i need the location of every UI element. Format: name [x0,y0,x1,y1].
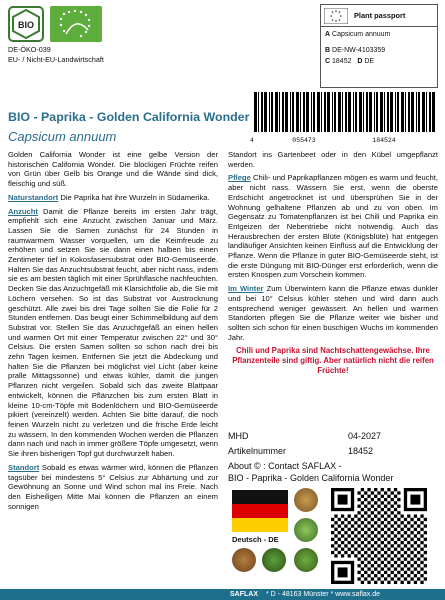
product-latin-name: Capsicum annuum [8,129,117,144]
standort-continued: Standort ins Gartenbeet oder in den Kübel umgepflanzt werden. [228,150,438,169]
seeds-thumbnail [294,488,318,512]
barcode-group-right: 184524 [372,137,396,144]
passport-b-label: B [325,46,331,54]
artnr-row [228,445,438,457]
product-info-block [228,430,438,484]
passport-line-cd [325,57,433,67]
footer-address[interactable]: * D - 48163 Münster * www.saflax.de [266,591,380,598]
passport-b-value: DE-NW-4103359 [332,46,386,54]
intro-paragraph: Golden California Wonder ist eine gelbe Version der historischen California Wonder. Die blockigen Früchte reifen von Grün über Gelb bis Orange und die Wände sind dick, fleischig und süß. [8,150,218,189]
standort-text: Sobald es etwas wärmer wird, können die Pflanzen tagsüber bei mindestens 5° Celsius zur Abhärtung und zur Gewöhnung an Sonne und Wind schon mal ins Freie. Nach den Eisheiligen Mitte Mai können die Pflanzen an einem sonnigen [8,462,218,511]
left-text-column [8,150,218,586]
winter-heading: Im Winter [228,284,264,294]
naturstandort-paragraph [8,193,218,203]
barcode-bars [250,92,438,132]
naturstandort-heading: Naturstandort [8,192,59,202]
artnr-label: Artikelnummer [228,446,287,456]
footer-bar [0,589,445,600]
winter-text: Zum Überwintern kann die Pflanze etwas dunkler und bei 10° Celsius kühler stehen und wird dann auch entsprechend weniger gewässert. An hellen und warmen Standorten pflegen Sie die Pflanze weiter wie bisher und sollten sich schon für einen buschigen Wuchs im kommenden Jahr. [228,284,438,342]
product-title: BIO - Paprika - Golden California Wonder [8,110,250,124]
mhd-label: MHD [228,431,249,441]
pflege-heading: Pflege [228,173,251,183]
anzucht-heading: Anzucht [8,206,38,216]
german-flag [232,490,288,532]
barcode-group-left: 055473 [292,137,316,144]
footer-brand: SAFLAX [230,591,258,598]
potted-plant-thumbnail [232,548,256,572]
standort-paragraph [8,463,218,512]
young-plant-thumbnail [294,548,318,572]
svg-text:BIO: BIO [17,20,35,30]
passport-a-label: A [325,31,331,38]
mhd-row [228,430,438,442]
qr-code[interactable] [324,488,434,584]
mhd-value: 04-2027 [348,431,382,441]
ean-barcode [250,92,438,146]
eu-organic-leaf-logo [50,6,102,42]
qr-code-icon [331,488,427,584]
passport-line-b [325,46,433,56]
language-label: Deutsch - DE [232,535,279,544]
barcode-digit-first: 4 [250,137,254,144]
standort-heading: Standort [8,462,40,472]
eu-flag-icon [324,8,348,24]
passport-c-value: 18452 [332,58,352,65]
winter-paragraph [228,284,438,342]
about-product: BIO - Paprika - Golden California Wonder [228,473,394,483]
about-line: About © : Contact SAFLAX - [228,461,342,471]
anzucht-text: Damit die Pflanze bereits im ersten Jahr trägt, empfiehlt sich eine Anzucht zwischen Januar und März. Lassen Sie die Samen zunächst für 24 Stunden in raumwarmem Wasser vorquellen, um die Keimfreude zu erhöhen und setzen Sie sie dann einen halben bis einen Zentimeter tief in Kokosfasersubstrat oder BIO-Gemüseerde. Halten Sie das Anzuchtsubstrat feucht, aber nicht nass, indem sie es am besten täglich mit einer Sprühflasche nachfeuchten. Decken Sie das Anzuchtgefäß mit Klarsichtfolie ab, die Sie mit Löchern versehen. So ist das Substrat vor Austrocknung geschützt. Alle zwei bis drei Tage sollten Sie die Folie für 2 Stunden entfernen. Das beugt einer Schimmelbildung auf dem Substrat vor. Stellen Sie das Anzuchtgefäß an einen hellen und warmen Ort mit einer Temperatur zwischen 22° und 30° Celsius. Die ersten Samen sollten so schon nach drei bis zehn Tagen keimen. Entfernen Sie jetzt die Abdeckung und halten Sie die Pflanzen bei möglichst viel Licht (aber keine pralle Mittagssonne) und etwas kühler, damit die jungen Pflanzen nicht vergeilen. Sobald sich das zweite Blattpaar entwickelt, können die Pflänzchen bis zum ersten Blatt in kleine 10-cm-Töpfe mit Bodenlöchern und BIO-Gemüseerde pikiert (vereinzelt) werden. Achten Sie bitte darauf, die noch feinen Wurzeln nicht zu verletzen und die frische Erde leicht zu wässern. In den kommenden Wochen werden die Pflanzen dann nach und nach in immer größere Töpfe umgesetzt, wenn Sie ihren bisherigen Topf gut durchwurzelt haben. [8,206,218,459]
german-flag-icon [232,490,288,532]
right-text-column [228,150,438,388]
toxicity-warning: Chili und Paprika sind Nachtschattengewächse. Ihre Pflanzenteile sind giftig. Aber natürlich nicht die reifen Früchte! [232,346,434,376]
anzucht-paragraph [8,207,218,459]
plant-passport-box [320,4,438,88]
certification-code: DE-ÖKO-039 [8,45,51,54]
bio-seal-logo [8,6,44,42]
eu-leaf-icon [50,6,102,42]
artnr-value: 18452 [348,446,374,456]
passport-d-value: DE [364,58,375,65]
passport-d-label: D [357,58,363,65]
passport-line-a [325,30,433,40]
pflege-text: Chili- und Paprikapflanzen mögen es warm und feucht, aber nicht nass. Wässern Sie erst, wenn die oberste Erdschicht angetrocknet ist und übersprühen Sie in der Wohnung gelhaltene Pflanzen ab und zu von oben. Im Gegensatz zu Tomatenpflanzen ist bei Chili und Paprika ein Entgeizen der Nebentriebe nicht notwendig. Auch das Herausbrechen der ersten Blüte (Königsblüte) hat entgegen landläufiger Ansichten keinen Einfluss auf die Entwicklung der Pflanze. Wenn die Pflanze in guter BIO-Gemüseerde steht, ist die erste Düngung mit BIO-Dünger erst erforderlich, wenn die ersten Knospen zum Vorschein kommen. [228,173,438,280]
passport-c-label: C [325,58,331,65]
bio-hexagon-icon [10,8,42,40]
passport-a-value: Capsicum annuum [332,31,391,38]
agriculture-origin: EU- / Nicht-EU-Landwirtschaft [8,55,104,64]
pflege-paragraph [228,173,438,280]
mature-plant-thumbnail [262,548,286,572]
plant-passport-title: Plant passport [354,10,406,20]
naturstandort-text: Die Paprika hat ihre Wurzeln in Südamerika. [58,192,210,202]
seedling-thumbnail [294,518,318,542]
